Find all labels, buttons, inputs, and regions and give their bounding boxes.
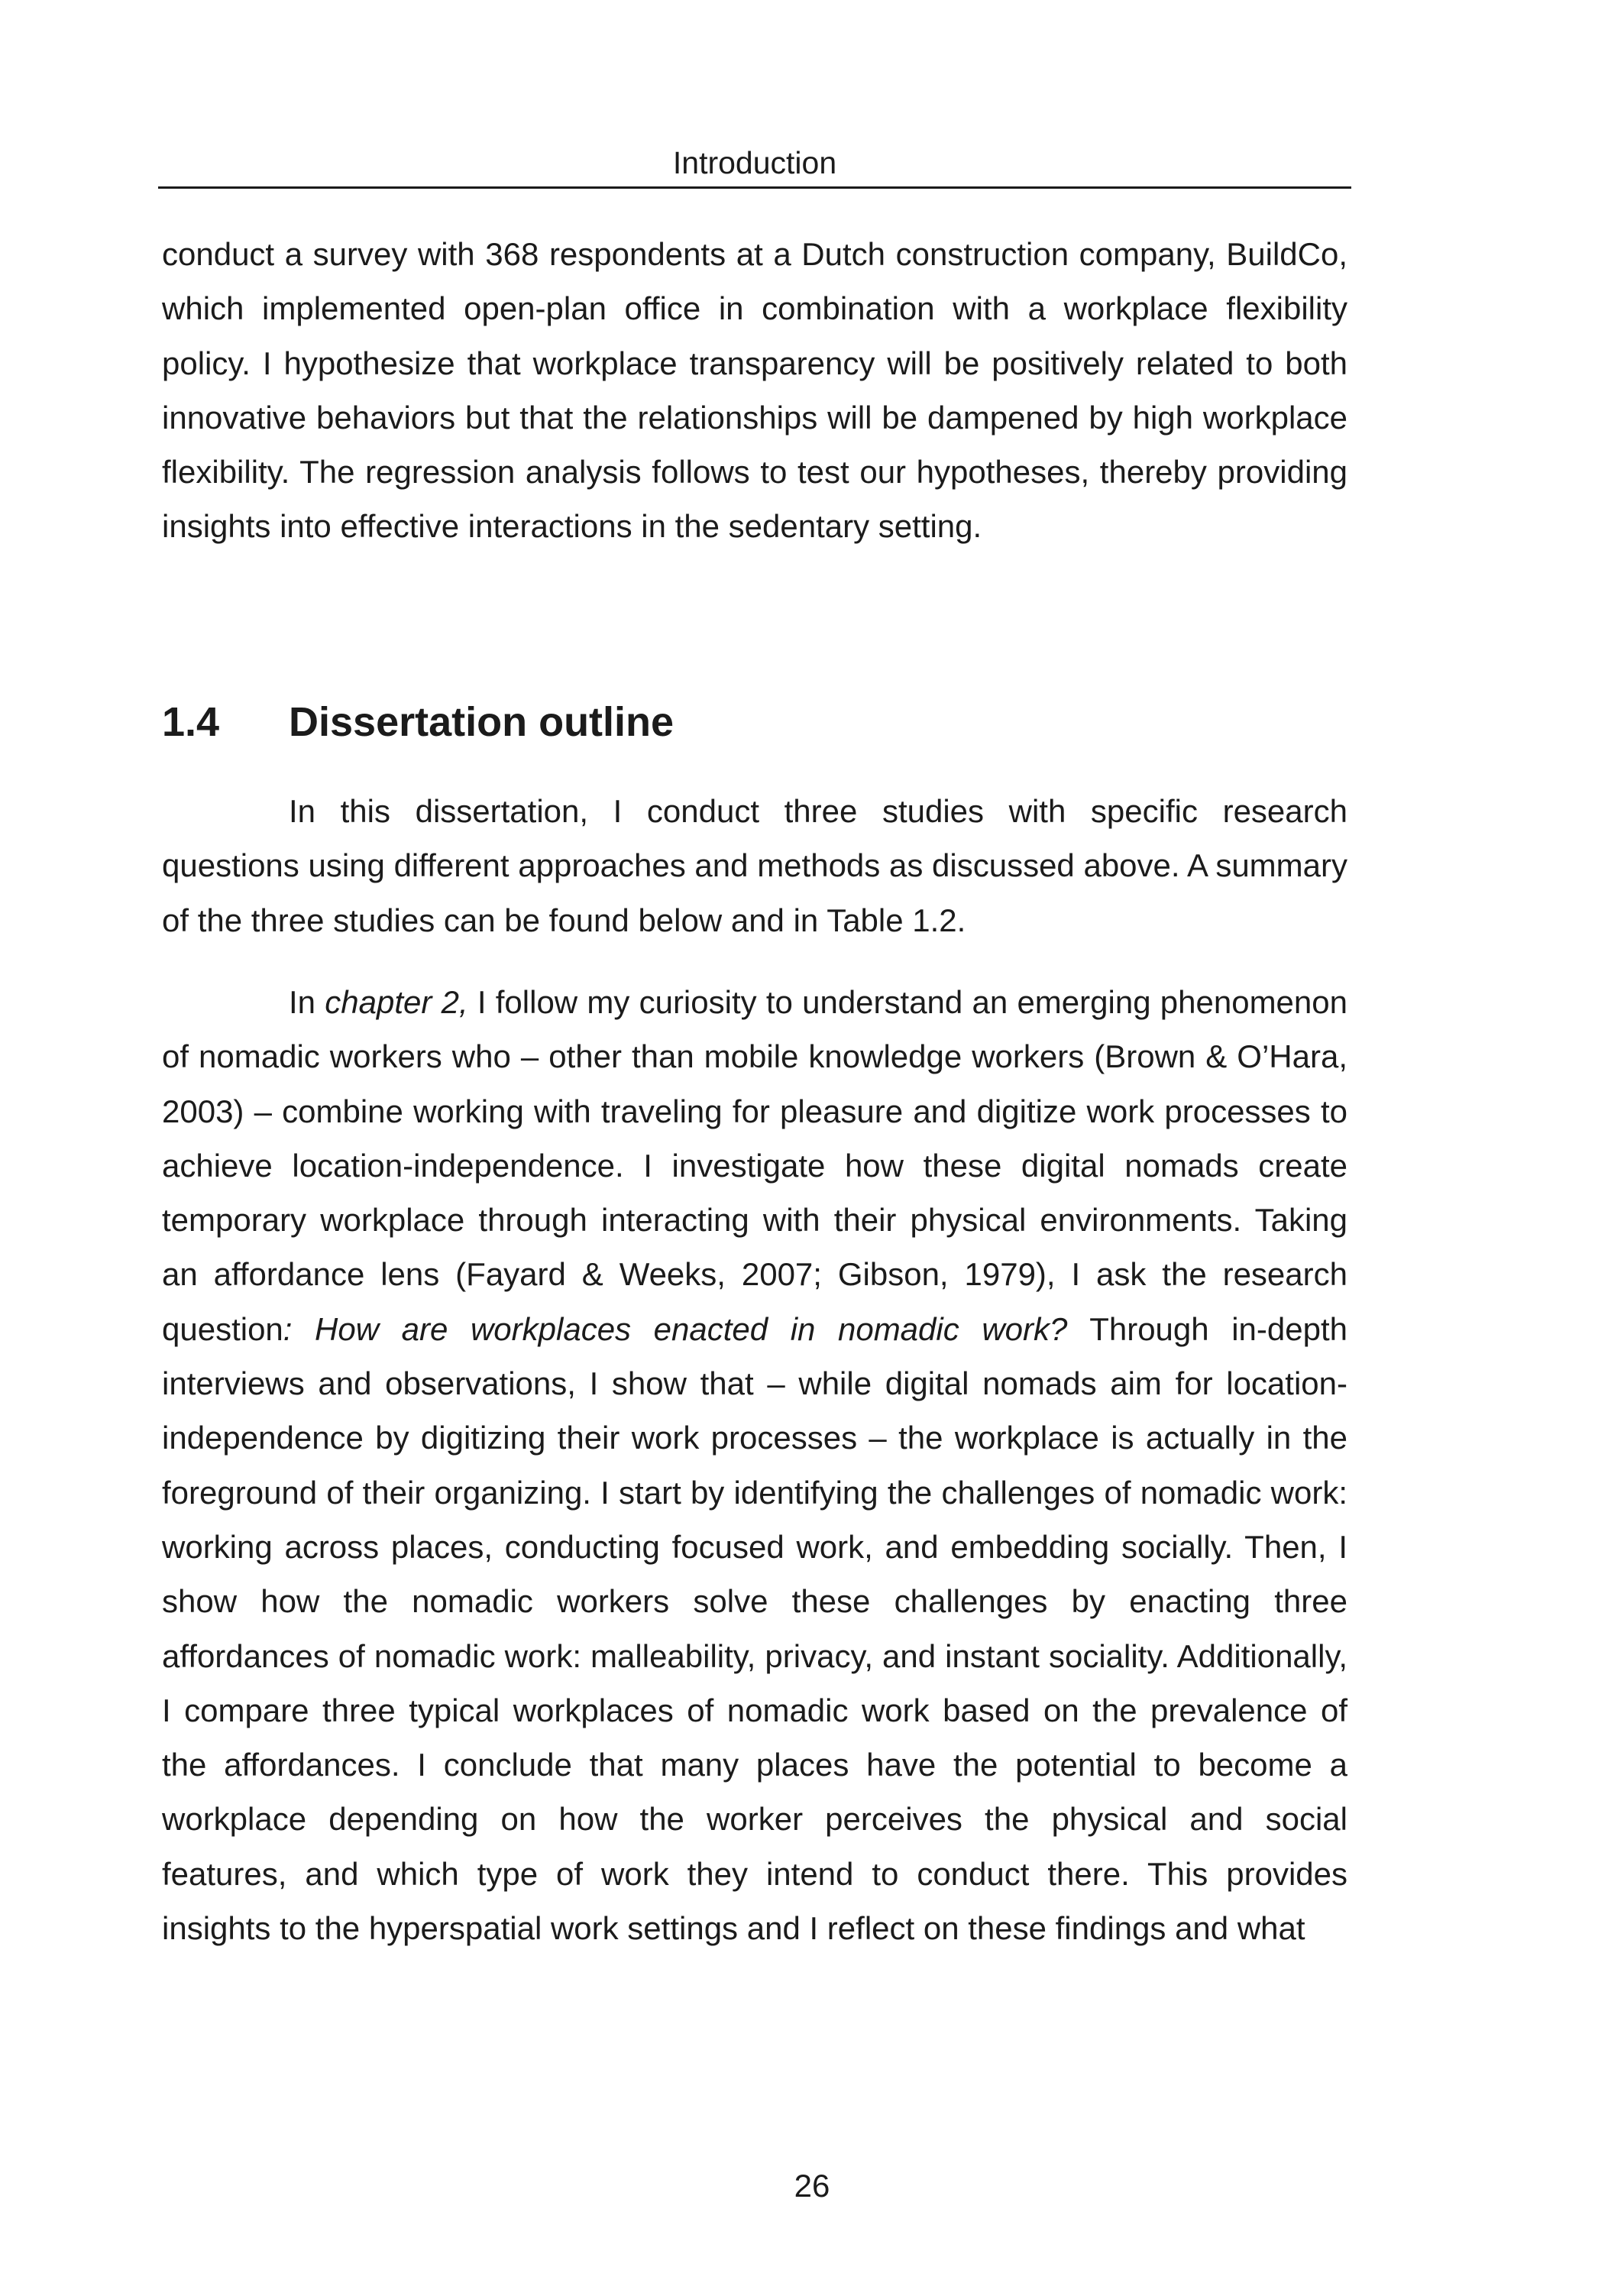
chapter-2-reference: chapter 2, (325, 984, 468, 1020)
chapter-2-research-question: : How are workplaces enacted in nomadic work? (283, 1310, 1068, 1347)
chapter-2-text-b: Through in-depth interviews and observations, I show that – while digital nomads aim for location-independence by digitizing their work processes – the workplace is actually in the foreground of their organizing. I start by identifying the challenges of nomadic work: working across places, conducting focused work, and embedding socially. Then, I show how the nomadic workers solve these challenges by enacting three affordances of nomadic work: malleability, privacy, and instant sociality. Additionally, I compare three typical workplaces of nomadic work based on the prevalence of the affordances. I conclude that many places have the potential to become a workplace depending on how the worker perceives the physical and social features, and which type of work they intend to conduct there. This provides insights to the hyperspatial work settings and I reflect on these findings and what (162, 1310, 1347, 1947)
chapter-2-lead-in: In (289, 984, 325, 1020)
section-heading (162, 695, 674, 749)
paragraph-survey-study: conduct a survey with 368 respondents at a Dutch construction company, BuildCo, which implemented open-plan office in combination with a workplace flexibility policy. I hypothesize that workplace transparency will be positively related to both innovative behaviors but that the relationships will be dampened by high workplace flexibility. The regression analysis follows to test our hypotheses, thereby providing insights into effective interactions in the sedentary setting. (162, 236, 1347, 545)
section-title: Dissertation outline (289, 699, 675, 745)
page-number: 26 (794, 2168, 830, 2204)
running-header: Introduction (672, 145, 837, 180)
header-rule (158, 186, 1351, 189)
paragraph-chapter-2 (162, 975, 1347, 1955)
section-number: 1.4 (162, 699, 220, 745)
chapter-2-text-a: I follow my curiosity to understand an emerging phenomenon of nomadic workers who – other than mobile knowledge workers (Brown & O’Hara, 2003) – combine working with traveling for pleasure and digitize work processes to achieve location-independence. I investigate how these digital nomads create temporary workplace through interacting with their physical environments. Taking an affordance lens (Fayard & Weeks, 2007; Gibson, 1979), I ask the research question (162, 984, 1347, 1347)
paragraph-dissertation-summary: In this dissertation, I conduct three studies with specific research questions using different approaches and methods as discussed above. A summary of the three studies can be found below and in Table 1.2. (162, 793, 1347, 938)
